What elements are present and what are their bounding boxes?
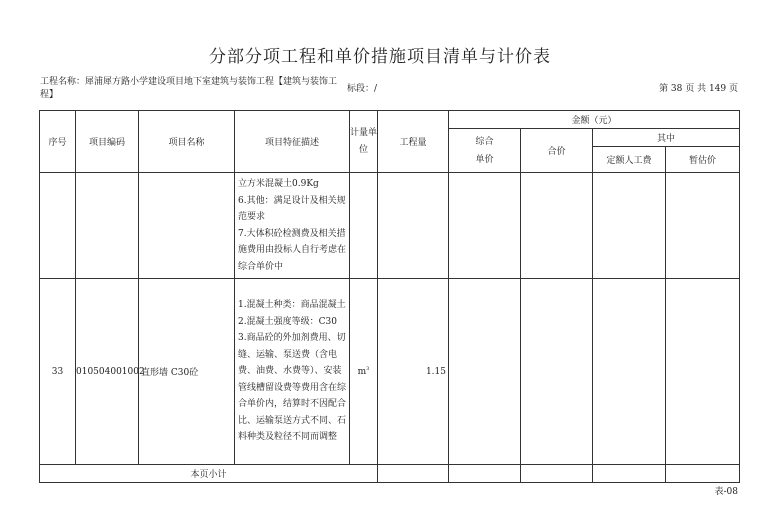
table-row bbox=[40, 173, 740, 279]
col-header-qty: 工程量 bbox=[378, 111, 449, 173]
row-unit-text: m bbox=[357, 367, 367, 377]
col-header-labor: 定额人工费 bbox=[593, 147, 666, 173]
project-label: 工程名称： bbox=[40, 77, 86, 87]
row-unit bbox=[350, 173, 378, 279]
subtotal-label: 本页小计 bbox=[40, 465, 378, 483]
col-header-code: 项目编码 bbox=[76, 111, 139, 173]
table-row bbox=[40, 279, 740, 465]
row-name bbox=[139, 173, 235, 279]
row-qty bbox=[378, 173, 449, 279]
row-desc: 立方米混凝土0.9Kg 6.其他：满足设计及相关规范要求 7.大体积砼检测费及相关措施费用由投标人自行考虑在综合单价中 bbox=[235, 173, 350, 279]
page-info: 第 38 页 共 149 页 bbox=[659, 84, 738, 94]
row-seq: 33 bbox=[40, 279, 76, 465]
project-name-value: 犀浦犀方路小学建设项目地下室建筑与装饰工程【建筑与装饰工程】 bbox=[40, 77, 338, 100]
row-name: 直形墙 C30砼 bbox=[139, 279, 235, 465]
row-code: 010504001002 bbox=[76, 279, 139, 465]
col-header-amount: 金额（元） bbox=[449, 111, 740, 129]
project-name bbox=[40, 76, 345, 102]
row-qty: 1.15 bbox=[378, 279, 449, 465]
row-code bbox=[76, 173, 139, 279]
col-header-unit-price: 综合单价 bbox=[449, 129, 521, 173]
page-title: 分部分项工程和单价措施项目清单与计价表 bbox=[209, 47, 551, 67]
subtotal-row bbox=[40, 465, 740, 483]
row-desc: 1.混凝土种类：商品混凝土 2.混凝土强度等级：C30 3.商品砼的外加剂费用、切缝、运输、泵送费（含电费、油费、水费等）、安装管线槽留设费等费用含在综合单价内，结算时不因配合比、运输泵送方式不同、石料种类及粒径不同而调整 bbox=[235, 279, 350, 465]
form-number: 表-08 bbox=[714, 487, 738, 497]
col-header-seq: 序号 bbox=[40, 111, 76, 173]
row-seq bbox=[40, 173, 76, 279]
col-header-provisional: 暂估价 bbox=[666, 147, 740, 173]
row-unit bbox=[350, 279, 378, 465]
col-header-unit: 计量单位 bbox=[350, 111, 378, 173]
col-header-of-which: 其中 bbox=[593, 129, 740, 147]
row-unit-sup: 3 bbox=[366, 366, 370, 372]
col-header-total: 合价 bbox=[521, 129, 593, 173]
col-header-name: 项目名称 bbox=[139, 111, 235, 173]
bill-table bbox=[39, 110, 740, 483]
section-label: 标段：/ bbox=[347, 84, 378, 94]
col-header-desc: 项目特征描述 bbox=[235, 111, 350, 173]
